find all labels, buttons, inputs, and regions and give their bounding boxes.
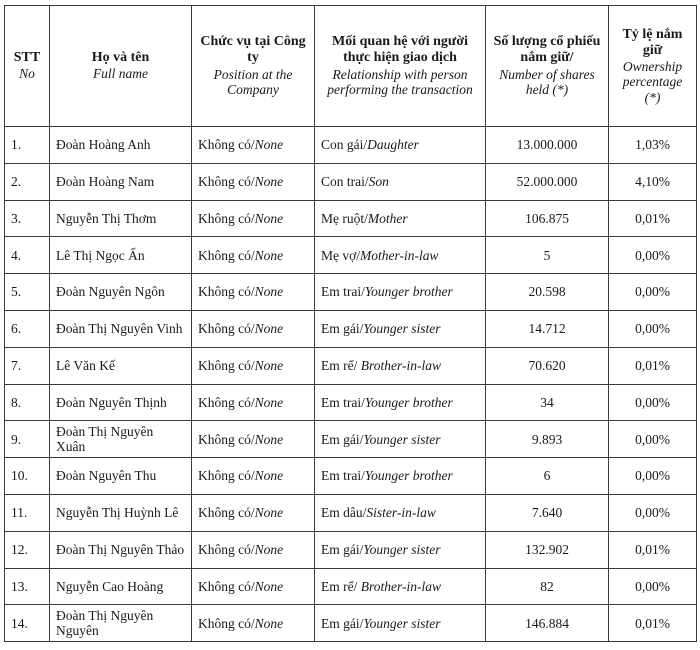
relationship-cell [315, 531, 486, 568]
ownership-percentage-cell: 0,00% [609, 421, 697, 458]
ownership-percentage-cell: 0,00% [609, 458, 697, 495]
table-row [5, 163, 697, 200]
table-row [5, 605, 697, 642]
full-name-cell: Đoàn Thị Nguyên Xuân [50, 421, 192, 458]
table-body [5, 127, 697, 642]
ownership-percentage-cell: 1,03% [609, 127, 697, 164]
full-name-cell: Đoàn Thị Nguyên Vinh [50, 310, 192, 347]
full-name-cell: Nguyễn Thị Thơm [50, 200, 192, 237]
ownership-percentage-cell: 0,01% [609, 531, 697, 568]
ownership-percentage-cell: 0,01% [609, 200, 697, 237]
full-name-cell: Đoàn Hoàng Nam [50, 163, 192, 200]
position-en: None [254, 505, 284, 521]
position-vi: Không có/ [198, 431, 255, 447]
relationship-en: Son [368, 173, 389, 189]
relationship-vi: Em trai/ [321, 284, 365, 300]
full-name-cell: Đoàn Nguyên Ngôn [50, 274, 192, 311]
row-number: 8. [5, 384, 50, 421]
full-name-cell: Lê Thị Ngọc Ấn [50, 237, 192, 274]
shares-held-cell: 6 [486, 458, 609, 495]
position-cell [192, 568, 315, 605]
shares-held-cell: 70.620 [486, 347, 609, 384]
relationship-cell [315, 384, 486, 421]
row-number: 14. [5, 605, 50, 642]
relationship-en: Younger sister [363, 615, 441, 631]
full-name-cell: Nguyễn Cao Hoàng [50, 568, 192, 605]
position-cell [192, 347, 315, 384]
row-number: 13. [5, 568, 50, 605]
position-vi: Không có/ [198, 541, 255, 557]
header-relationship: Mối quan hệ với người thực hiện giao dịch Relationship with person performing the transaction [315, 6, 486, 127]
relationship-vi: Em rể/ [321, 357, 361, 373]
relationship-cell [315, 605, 486, 642]
position-vi: Không có/ [198, 321, 255, 337]
relationship-vi: Em trai/ [321, 394, 365, 410]
full-name-cell: Đoàn Thị Nguyên Nguyên [50, 605, 192, 642]
position-vi: Không có/ [198, 137, 255, 153]
position-vi: Không có/ [198, 578, 255, 594]
table-row [5, 568, 697, 605]
position-en: None [254, 247, 284, 263]
ownership-percentage-cell: 0,01% [609, 347, 697, 384]
table-row [5, 274, 697, 311]
shares-held-cell: 106.875 [486, 200, 609, 237]
position-cell [192, 310, 315, 347]
header-full-name: Họ và tên Full name [50, 6, 192, 127]
table-header-row [5, 6, 697, 127]
row-number: 9. [5, 421, 50, 458]
relationship-en: Younger brother [364, 468, 453, 484]
full-name-cell: Đoàn Hoàng Anh [50, 127, 192, 164]
relationship-vi: Em gái/ [321, 541, 364, 557]
ownership-percentage-cell: 0,00% [609, 568, 697, 605]
relationship-en: Mother [367, 210, 408, 226]
row-number: 2. [5, 163, 50, 200]
relationship-en: Younger sister [363, 321, 441, 337]
table-row [5, 494, 697, 531]
full-name-cell: Nguyễn Thị Huỳnh Lê [50, 494, 192, 531]
position-vi: Không có/ [198, 468, 255, 484]
ownership-percentage-cell: 0,00% [609, 274, 697, 311]
position-cell [192, 274, 315, 311]
shares-held-cell: 82 [486, 568, 609, 605]
table-row [5, 458, 697, 495]
relationship-vi: Mẹ ruột/ [321, 210, 368, 226]
table-row [5, 310, 697, 347]
relationship-vi: Em rể/ [321, 578, 361, 594]
row-number: 7. [5, 347, 50, 384]
full-name-cell: Đoàn Thị Nguyên Thảo [50, 531, 192, 568]
shares-held-cell: 7.640 [486, 494, 609, 531]
header-position: Chức vụ tại Công ty Position at the Company [192, 6, 315, 127]
ownership-percentage-cell: 4,10% [609, 163, 697, 200]
ownership-percentage-cell: 0,00% [609, 494, 697, 531]
position-cell [192, 531, 315, 568]
shares-held-cell: 14.712 [486, 310, 609, 347]
header-shares-held: Số lượng cổ phiếu nắm giữ/ Number of shares held (*) [486, 6, 609, 127]
relationship-en: Mother-in-law [360, 247, 439, 263]
relationship-en: Younger brother [364, 284, 453, 300]
relationship-en: Brother-in-law [360, 578, 441, 594]
relationship-en: Younger sister [363, 541, 441, 557]
relationship-cell [315, 568, 486, 605]
relationship-en: Daughter [367, 137, 419, 153]
position-en: None [254, 615, 284, 631]
row-number: 5. [5, 274, 50, 311]
position-en: None [254, 137, 284, 153]
relationship-en: Brother-in-law [360, 357, 441, 373]
ownership-percentage-cell: 0,01% [609, 605, 697, 642]
position-vi: Không có/ [198, 505, 255, 521]
table-row [5, 347, 697, 384]
relationship-en: Sister-in-law [366, 505, 436, 521]
relationship-vi: Mẹ vợ/ [321, 247, 361, 263]
position-en: None [254, 468, 284, 484]
shares-held-cell: 20.598 [486, 274, 609, 311]
full-name-cell: Đoàn Nguyên Thu [50, 458, 192, 495]
relationship-cell [315, 163, 486, 200]
relationship-vi: Con trai/ [321, 173, 369, 189]
relationship-cell [315, 200, 486, 237]
position-en: None [254, 173, 284, 189]
full-name-cell: Đoàn Nguyên Thịnh [50, 384, 192, 421]
relationship-vi: Em gái/ [321, 431, 364, 447]
relationship-vi: Em gái/ [321, 615, 364, 631]
position-vi: Không có/ [198, 357, 255, 373]
header-ownership: Tỷ lệ nắm giữ Ownership percentage (*) [609, 6, 697, 127]
row-number: 10. [5, 458, 50, 495]
header-no: STT No [5, 6, 50, 127]
position-cell [192, 384, 315, 421]
shares-held-cell: 13.000.000 [486, 127, 609, 164]
position-en: None [254, 284, 284, 300]
position-vi: Không có/ [198, 173, 255, 189]
position-vi: Không có/ [198, 615, 255, 631]
relationship-cell [315, 127, 486, 164]
row-number: 6. [5, 310, 50, 347]
position-cell [192, 237, 315, 274]
shares-held-cell: 9.893 [486, 421, 609, 458]
position-en: None [254, 394, 284, 410]
position-en: None [254, 578, 284, 594]
relationship-cell [315, 494, 486, 531]
row-number: 12. [5, 531, 50, 568]
relationship-vi: Em dâu/ [321, 505, 367, 521]
shares-held-cell: 52.000.000 [486, 163, 609, 200]
position-cell [192, 494, 315, 531]
relationship-cell [315, 458, 486, 495]
position-en: None [254, 210, 284, 226]
shares-held-cell: 5 [486, 237, 609, 274]
position-cell [192, 605, 315, 642]
row-number: 11. [5, 494, 50, 531]
position-en: None [254, 357, 284, 373]
position-en: None [254, 431, 284, 447]
relationship-cell [315, 237, 486, 274]
relationship-cell [315, 310, 486, 347]
position-en: None [254, 541, 284, 557]
table-row [5, 531, 697, 568]
position-vi: Không có/ [198, 247, 255, 263]
shares-held-cell: 132.902 [486, 531, 609, 568]
position-cell [192, 458, 315, 495]
position-vi: Không có/ [198, 394, 255, 410]
relationship-en: Younger brother [364, 394, 453, 410]
position-cell [192, 127, 315, 164]
related-persons-table [4, 5, 697, 642]
relationship-vi: Em gái/ [321, 321, 364, 337]
position-vi: Không có/ [198, 210, 255, 226]
position-cell [192, 200, 315, 237]
relationship-vi: Con gái/ [321, 137, 368, 153]
full-name-cell: Lê Văn Kế [50, 347, 192, 384]
row-number: 3. [5, 200, 50, 237]
shares-held-cell: 146.884 [486, 605, 609, 642]
shares-held-cell: 34 [486, 384, 609, 421]
relationship-cell [315, 421, 486, 458]
table-row [5, 200, 697, 237]
row-number: 4. [5, 237, 50, 274]
relationship-cell [315, 347, 486, 384]
relationship-vi: Em trai/ [321, 468, 365, 484]
position-vi: Không có/ [198, 284, 255, 300]
table-row [5, 384, 697, 421]
position-cell [192, 163, 315, 200]
relationship-cell [315, 274, 486, 311]
ownership-percentage-cell: 0,00% [609, 237, 697, 274]
relationship-en: Younger sister [363, 431, 441, 447]
ownership-percentage-cell: 0,00% [609, 384, 697, 421]
position-cell [192, 421, 315, 458]
ownership-percentage-cell: 0,00% [609, 310, 697, 347]
row-number: 1. [5, 127, 50, 164]
table-row [5, 127, 697, 164]
table-row [5, 421, 697, 458]
position-en: None [254, 321, 284, 337]
table-row [5, 237, 697, 274]
